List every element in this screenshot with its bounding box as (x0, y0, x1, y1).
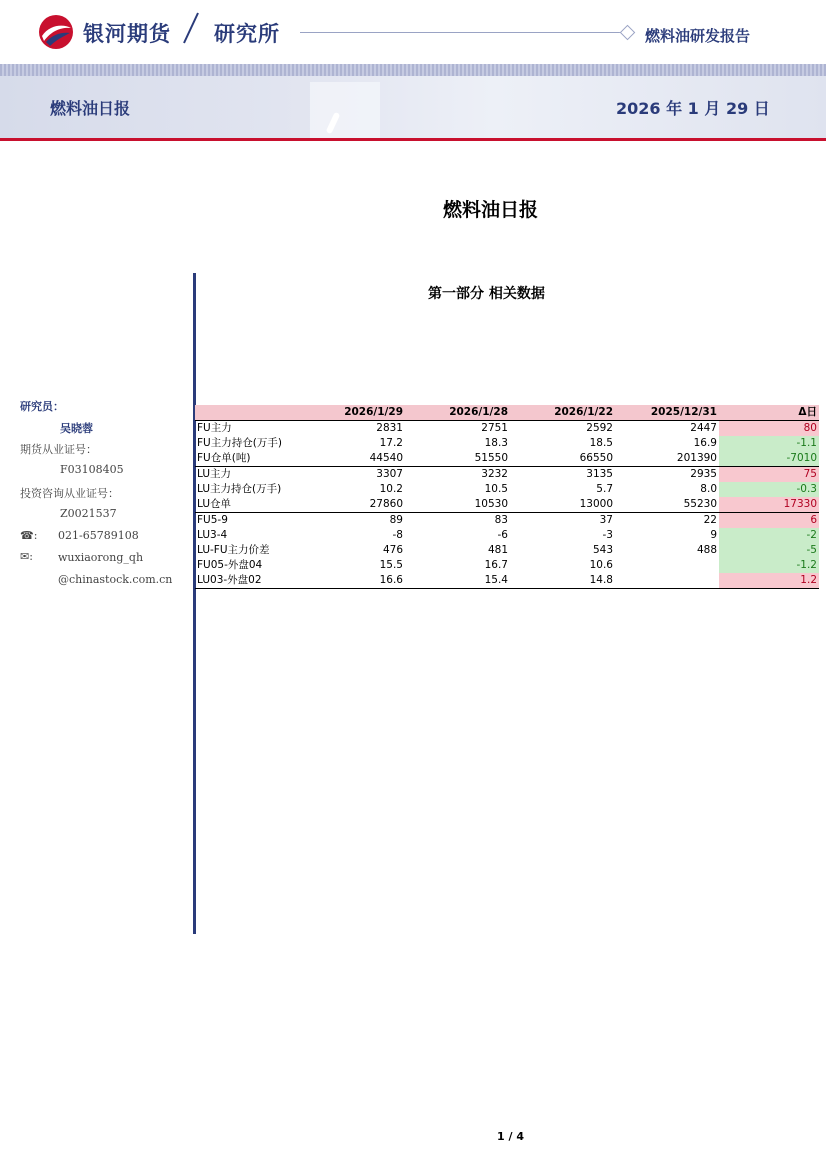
table-cell: 3307 (376, 468, 403, 480)
table-cell: 201390 (615, 451, 719, 467)
red-rule (0, 138, 826, 141)
table-cell: 75 (719, 467, 819, 483)
table-header-row (195, 405, 819, 421)
phone-icon: ☎: (20, 529, 38, 542)
table-cell: -1.1 (719, 436, 819, 451)
table-cell: 55230 (615, 497, 719, 513)
table-cell: 80 (719, 421, 819, 437)
data-table (195, 405, 819, 589)
table-cell: LU主力 (197, 468, 232, 480)
table-cell: -1.2 (719, 558, 819, 573)
table-header-cell: 2025/12/31 (615, 405, 719, 421)
table-cell: LU主力持仓(万手) (197, 483, 282, 495)
table-cell: 2831 (376, 422, 403, 434)
table-row (195, 528, 819, 543)
table-cell: 37 (599, 514, 613, 526)
table-cell: 51550 (405, 451, 510, 467)
table-cell: 16.7 (484, 559, 508, 571)
table-cell (615, 573, 719, 589)
table-cell: 83 (494, 514, 508, 526)
table-cell: -3 (602, 529, 613, 541)
table-row (195, 421, 819, 437)
table-cell: 15.5 (379, 559, 403, 571)
table-row (195, 451, 819, 467)
table-header-cell: 2026/1/22 (510, 405, 615, 421)
advisory-license-number: Z0021537 (60, 507, 117, 520)
institute-name: 研究所 (214, 22, 280, 46)
table-cell: 10.5 (484, 483, 508, 495)
table-cell: -8 (392, 529, 403, 541)
table-cell: 15.4 (405, 573, 510, 589)
futures-license-label: 期货从业证号： (20, 443, 97, 456)
table-cell: 8.0 (700, 483, 717, 495)
table-cell: 18.5 (589, 437, 613, 449)
band-title: 燃料油日报 (50, 99, 131, 118)
table-cell: LU03-外盘02 (195, 573, 305, 589)
table-cell: 89 (389, 514, 403, 526)
table-cell: -2 (719, 528, 819, 543)
email-line-1[interactable]: wuxiaorong_qh (58, 551, 144, 564)
table-cell: 16.6 (305, 573, 405, 589)
section-title: 第一部分 相关数据 (428, 286, 545, 302)
table-cell: 16.9 (693, 437, 717, 449)
table-cell: -6 (497, 529, 508, 541)
table-header-cell: Δ日 (719, 405, 819, 421)
table-cell: 13000 (510, 497, 615, 513)
vertical-divider (193, 273, 196, 934)
table-header-cell (195, 405, 305, 421)
header-rule (300, 32, 622, 33)
table-cell: FU主力持仓(万手) (197, 437, 282, 449)
advisory-license-label: 投资咨询从业证号： (20, 487, 119, 500)
phone-number: 021-65789108 (58, 529, 139, 542)
table-cell: 10530 (405, 497, 510, 513)
table-header-cell: 2026/1/29 (305, 405, 405, 421)
table-cell: 1.2 (719, 573, 819, 589)
table-body (195, 421, 819, 589)
report-type: 燃料油研发报告 (645, 27, 751, 45)
table-cell: 2935 (690, 468, 717, 480)
table-cell: 66550 (510, 451, 615, 467)
table-cell: 27860 (305, 497, 405, 513)
table-row (195, 497, 819, 513)
table-cell: FU05-外盘04 (197, 559, 263, 571)
table-cell: 17330 (719, 497, 819, 513)
brand-name: 银河期货 (83, 22, 171, 46)
divider-slash-icon (182, 11, 200, 45)
table-cell: FU主力 (197, 422, 232, 434)
table-cell: LU3-4 (197, 529, 228, 541)
researcher-name: 吴晓蓉 (60, 422, 93, 435)
table-cell: -0.3 (719, 482, 819, 497)
table-cell: 17.2 (379, 437, 403, 449)
table-row (195, 482, 819, 497)
table-cell: 2447 (690, 422, 717, 434)
table-cell: 9 (710, 529, 717, 541)
report-date: 2026 年 1 月 29 日 (616, 99, 770, 118)
table-cell: 2751 (481, 422, 508, 434)
table-cell: 10.2 (379, 483, 403, 495)
header-stripe (0, 64, 826, 76)
table-row (195, 558, 819, 573)
diamond-icon (620, 25, 636, 41)
table-row (195, 513, 819, 529)
page-title: 燃料油日报 (443, 199, 539, 221)
table-cell: 10.6 (589, 559, 613, 571)
table-cell: 476 (382, 544, 403, 556)
table-row (195, 436, 819, 451)
page-number: 1 / 4 (497, 1130, 524, 1143)
table-cell: -5 (719, 543, 819, 558)
table-cell: LU仓单 (195, 497, 305, 513)
table-cell: FU5-9 (197, 514, 228, 526)
table-row (195, 573, 819, 589)
email-line-2[interactable]: @chinastock.com.cn (58, 573, 173, 586)
futures-license-number: F03108405 (60, 463, 124, 476)
table-cell: FU仓单(吨) (195, 451, 305, 467)
table-header-cell: 2026/1/28 (405, 405, 510, 421)
table-cell: 2592 (586, 422, 613, 434)
table-cell: 22 (703, 514, 717, 526)
table-cell: 3232 (481, 468, 508, 480)
galaxy-logo-icon (38, 14, 74, 50)
table-cell: 543 (592, 544, 613, 556)
table-cell: 3135 (586, 468, 613, 480)
table-cell: 5.7 (596, 483, 613, 495)
table-cell: 6 (719, 513, 819, 529)
table-cell: 44540 (305, 451, 405, 467)
table-cell: 481 (487, 544, 508, 556)
table-row (195, 467, 819, 483)
table-row (195, 543, 819, 558)
table-cell: 488 (696, 544, 717, 556)
table-cell: 14.8 (510, 573, 615, 589)
band-decoration (290, 82, 470, 140)
table-cell (615, 558, 719, 573)
table-cell: -7010 (719, 451, 819, 467)
mail-icon: ✉: (20, 550, 33, 563)
researcher-label: 研究员： (20, 400, 64, 413)
table-cell: 18.3 (484, 437, 508, 449)
table-cell: LU-FU主力价差 (197, 544, 270, 556)
